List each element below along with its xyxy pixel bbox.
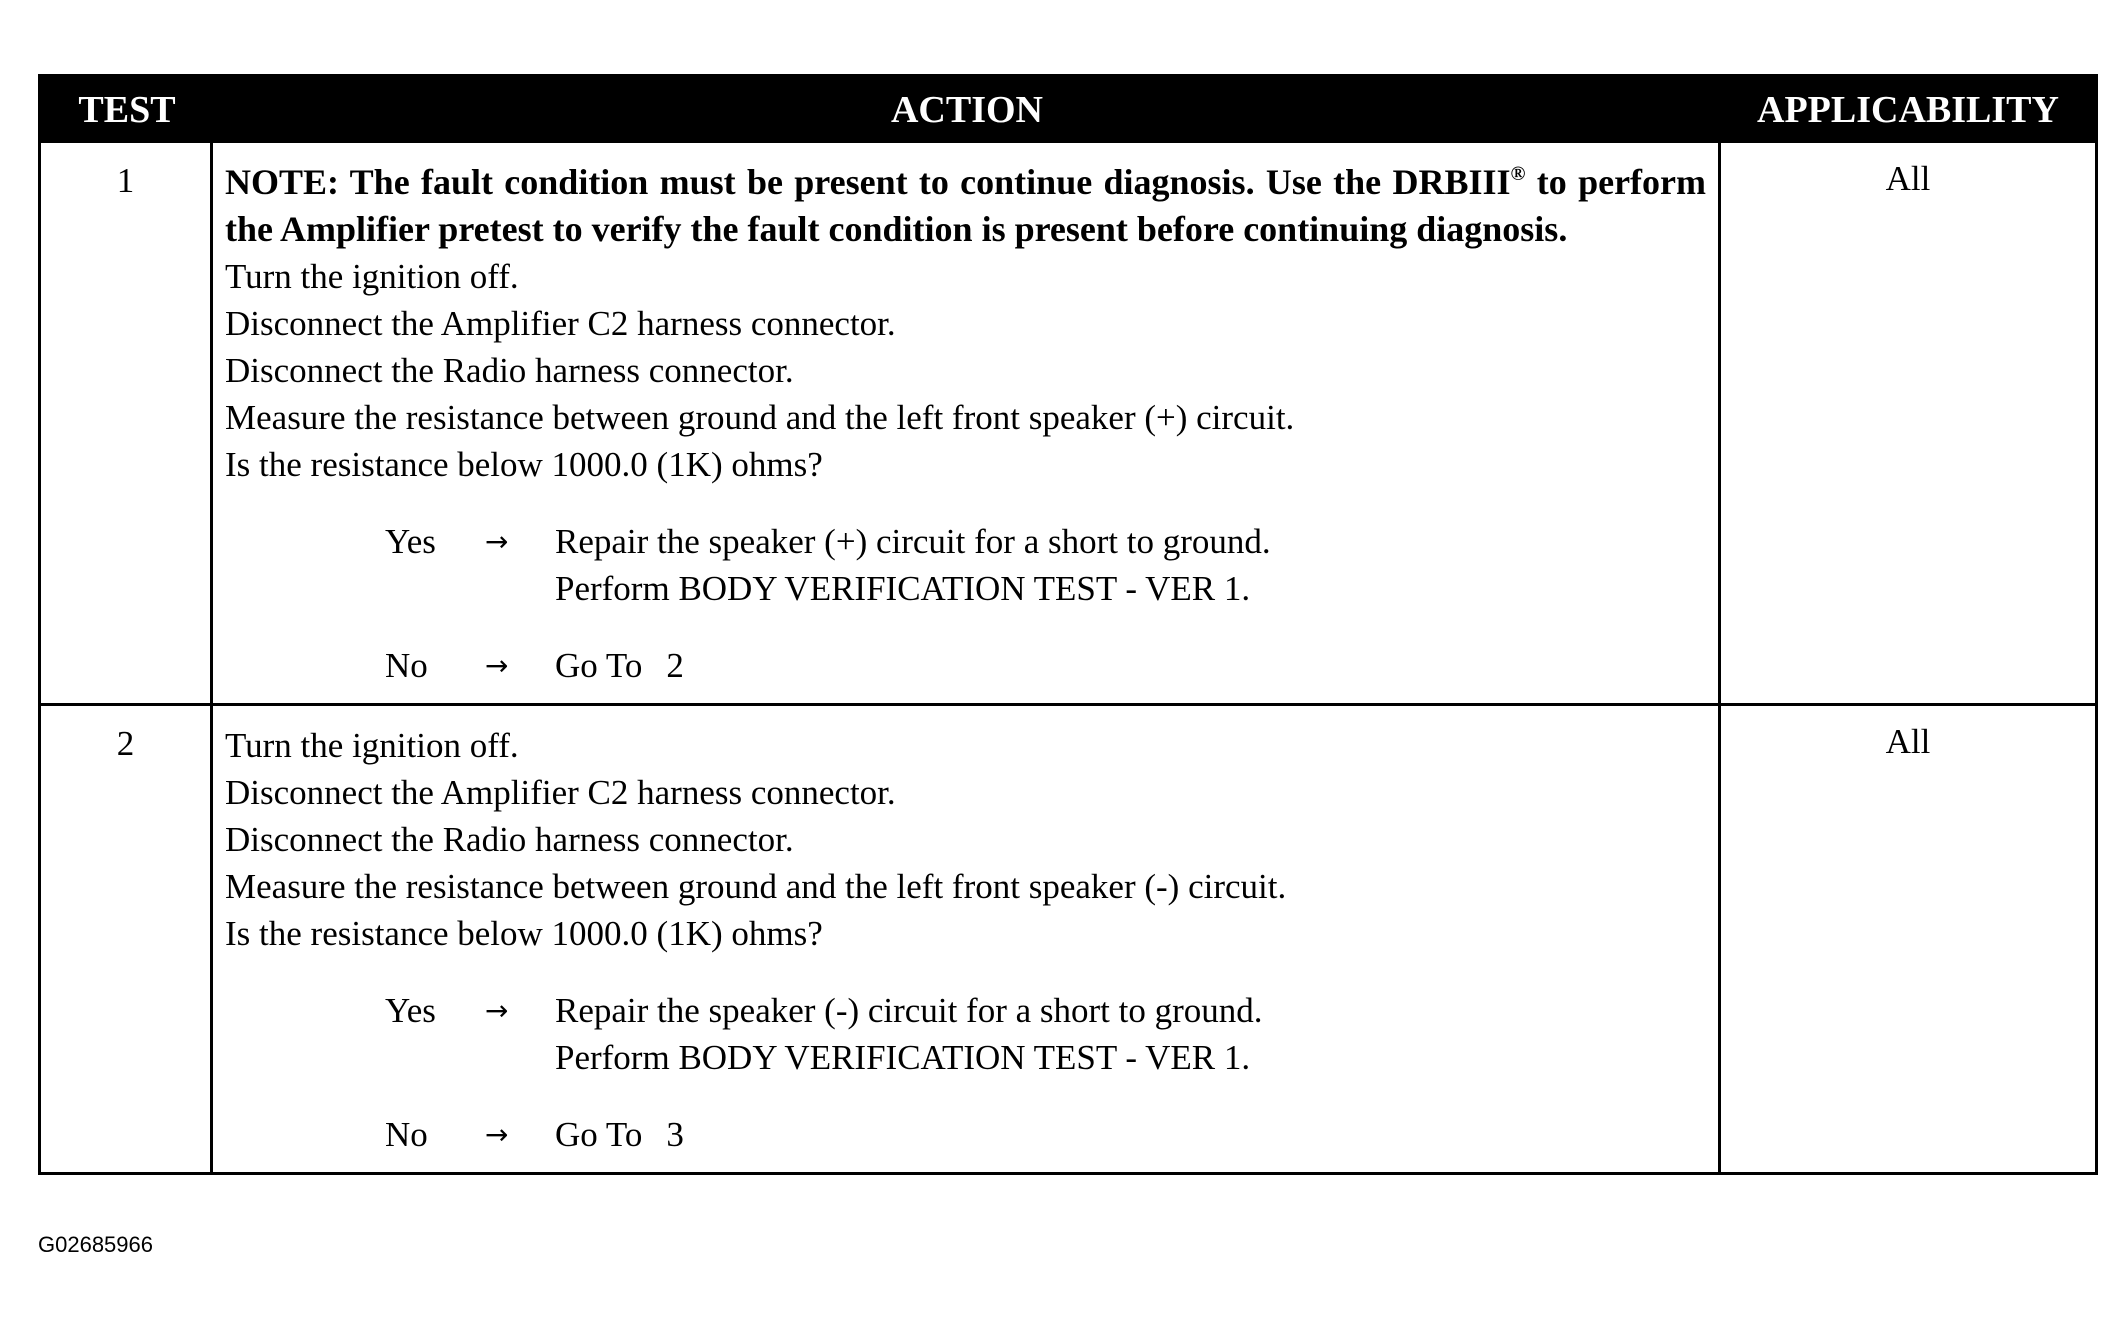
yes-line: Perform BODY VERIFICATION TEST - VER 1. xyxy=(555,1038,1251,1077)
yes-label: Yes xyxy=(385,522,436,561)
goto-text: Go To xyxy=(555,646,643,685)
step: Disconnect the Amplifier C2 harness connector. xyxy=(225,304,896,343)
table-header xyxy=(41,77,2095,143)
step: Disconnect the Radio harness connector. xyxy=(225,820,794,859)
right-arrow-icon: → xyxy=(485,525,509,558)
note-suffix: to perform the Amplifier pretest to verify the fault condition is present before continuing diagnosis. xyxy=(225,162,1707,249)
no-action xyxy=(555,642,1706,689)
table-row-test-2 xyxy=(41,703,2095,1172)
yes-line: Perform BODY VERIFICATION TEST - VER 1. xyxy=(555,569,1251,608)
header-action: ACTION xyxy=(890,89,1044,131)
question: Is the resistance below 1000.0 (1K) ohms? xyxy=(225,445,823,484)
table-row-test-1 xyxy=(41,143,2095,703)
step: Disconnect the Radio harness connector. xyxy=(225,351,794,390)
figure-id: G02685966 xyxy=(38,1232,153,1257)
right-arrow-icon: → xyxy=(485,649,509,682)
outcome-no xyxy=(225,642,1706,689)
applicability-value: All xyxy=(1885,159,1931,198)
header-test: TEST xyxy=(78,89,176,131)
step: Measure the resistance between ground and the left front speaker (+) circuit. xyxy=(225,398,1295,437)
registered-mark: ® xyxy=(1510,163,1526,185)
goto-number: 3 xyxy=(666,1115,684,1154)
no-label: No xyxy=(385,1115,428,1154)
note-prefix: NOTE: The fault condition must be present to continue diagnosis. Use the DRBIII xyxy=(225,162,1511,202)
outcomes xyxy=(225,987,1706,1158)
diagnostic-test-table xyxy=(38,74,2098,1175)
right-arrow-icon: → xyxy=(485,1118,509,1151)
outcomes xyxy=(225,518,1706,689)
note-text xyxy=(225,159,1706,253)
goto-number: 2 xyxy=(666,646,684,685)
goto-text: Go To xyxy=(555,1115,643,1154)
outcome-yes xyxy=(225,518,1706,612)
step: Disconnect the Amplifier C2 harness connector. xyxy=(225,773,896,812)
action-cell xyxy=(213,143,1721,703)
right-arrow-icon: → xyxy=(485,994,509,1027)
no-action xyxy=(555,1111,1706,1158)
applicability-value: All xyxy=(1885,722,1931,761)
action-cell xyxy=(213,706,1721,1172)
yes-line: Repair the speaker (+) circuit for a short to ground. xyxy=(555,522,1271,561)
yes-action xyxy=(555,518,1706,612)
yes-action xyxy=(555,987,1706,1081)
yes-label: Yes xyxy=(385,991,436,1030)
question: Is the resistance below 1000.0 (1K) ohms? xyxy=(225,914,823,953)
step: Turn the ignition off. xyxy=(225,257,519,296)
yes-line: Repair the speaker (-) circuit for a short to ground. xyxy=(555,991,1263,1030)
step: Turn the ignition off. xyxy=(225,726,519,765)
step: Measure the resistance between ground and the left front speaker (-) circuit. xyxy=(225,867,1287,906)
no-label: No xyxy=(385,646,428,685)
outcome-no xyxy=(225,1111,1706,1158)
outcome-yes xyxy=(225,987,1706,1081)
test-number: 2 xyxy=(41,706,213,1172)
test-number: 1 xyxy=(41,143,213,703)
header-applicability: APPLICABILITY xyxy=(1757,89,2059,131)
